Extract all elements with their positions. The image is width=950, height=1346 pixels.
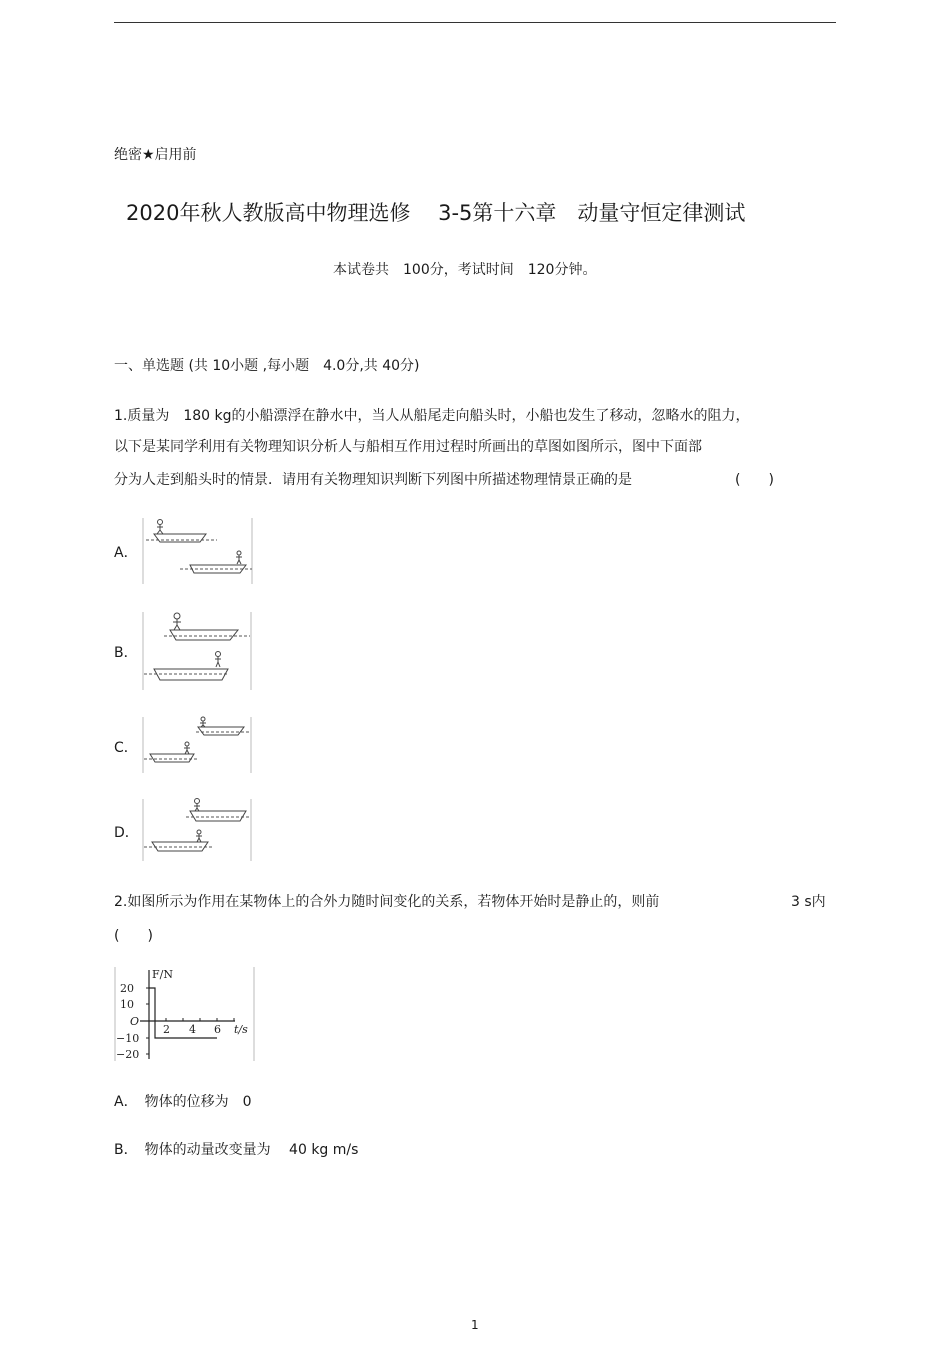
top-rule xyxy=(114,22,836,23)
q2-line-1-tail: 3 s内 xyxy=(791,894,826,910)
y-tick-20: 20 xyxy=(120,982,134,995)
confidential-label: 绝密★启用前 xyxy=(114,147,197,163)
q2-line-1: 2.如图所示为作用在某物体上的合外力随时间变化的关系，若物体开始时是静止的，则前 xyxy=(114,894,660,910)
page-number: 1 xyxy=(471,1318,479,1332)
q1-option-d-label[interactable]: D． xyxy=(114,825,139,841)
q2-option-b[interactable]: B． 物体的动量改变量为 40 kg m/s xyxy=(114,1142,359,1158)
x-tick-2: 2 xyxy=(163,1023,170,1036)
q1-option-a-label[interactable]: A． xyxy=(114,545,138,561)
q1-option-b-figure xyxy=(142,610,254,692)
q1-line-3: 分为人走到船头时的情景．请用有关物理知识判断下列图中所描述物理情景正确的是 xyxy=(114,472,632,488)
y-tick-neg10: −10 xyxy=(116,1032,140,1045)
y-axis-label: F/N xyxy=(152,968,173,981)
page-title: 2020年秋人教版高中物理选修 3-5第十六章 动量守恒定律测试 xyxy=(126,201,746,225)
q1-option-c-figure xyxy=(142,715,254,775)
x-tick-6: 6 xyxy=(214,1023,221,1036)
q1-answer-paren: ( ) xyxy=(735,472,774,488)
exam-info: 本试卷共 100分，考试时间 120分钟。 xyxy=(333,262,597,278)
q1-option-d-figure xyxy=(142,797,254,863)
y-tick-neg20: −20 xyxy=(116,1048,140,1061)
q2-option-a[interactable]: A． 物体的位移为 0 xyxy=(114,1094,252,1110)
q1-line-1: 1.质量为 180 kg的小船漂浮在静水中，当人从船尾走向船头时，小船也发生了移动，忽略水的阻力， xyxy=(114,408,750,424)
q1-option-c-label[interactable]: C． xyxy=(114,740,138,756)
y-tick-10: 10 xyxy=(120,998,134,1011)
q1-option-b-label[interactable]: B． xyxy=(114,645,138,661)
force-curve xyxy=(149,988,217,1038)
q2-force-time-graph xyxy=(114,966,256,1062)
x-axis-label: t/s xyxy=(234,1023,248,1036)
section-heading: 一、单选题 (共 10小题 ,每小题 4.0分,共 40分) xyxy=(114,358,420,374)
q1-line-2: 以下是某同学利用有关物理知识分析人与船相互作用过程时所画出的草图如图所示，图中下面部 xyxy=(114,439,702,455)
q2-answer-paren: ( ) xyxy=(114,928,153,944)
q1-option-a-figure xyxy=(142,516,254,586)
x-tick-4: 4 xyxy=(189,1023,196,1036)
origin-label: O xyxy=(130,1015,140,1028)
